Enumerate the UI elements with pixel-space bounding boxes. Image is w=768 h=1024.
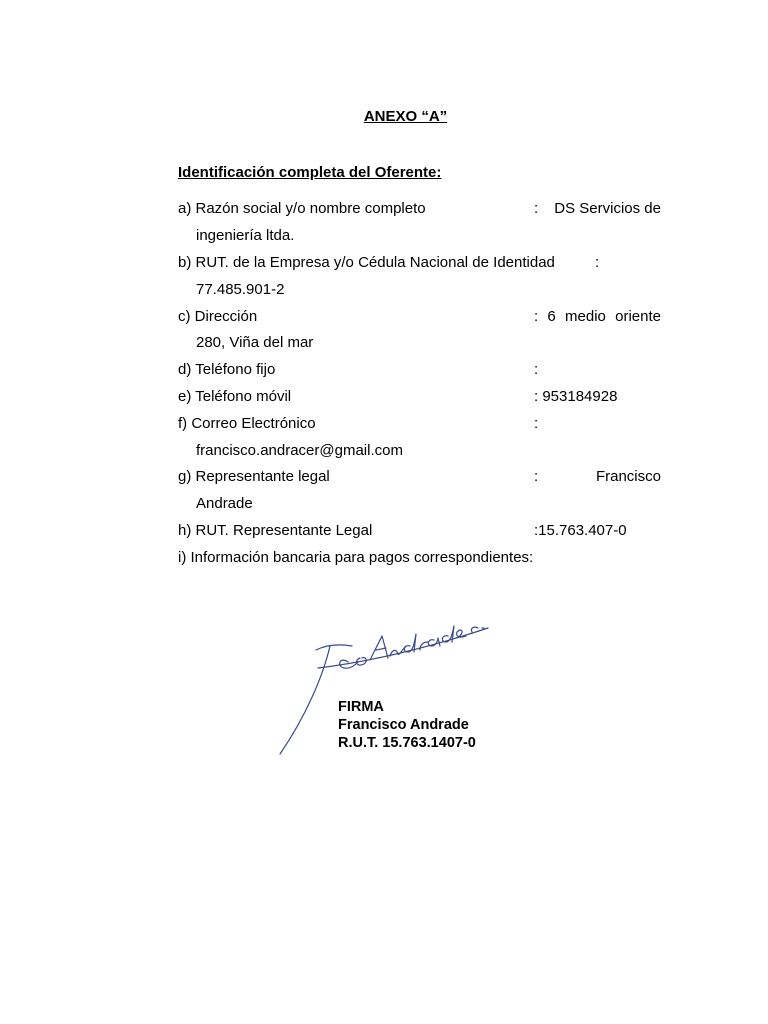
row-label: c) Dirección <box>178 308 258 325</box>
document-title: ANEXO “A” <box>363 108 448 125</box>
row-value-text: DS Servicios de <box>554 200 661 217</box>
row-label: b) RUT. de la Empresa y/o Cédula Nacional de Identidad <box>178 254 555 271</box>
row-value-word: 6 <box>547 308 556 325</box>
signatory-rut: R.U.T. 15.763.1407-0 <box>338 735 476 751</box>
row-value <box>534 200 661 218</box>
row-value: :15.763.407-0 <box>534 522 627 539</box>
row-label: d) Teléfono fijo <box>178 361 276 378</box>
row-value <box>534 308 661 326</box>
section-heading: Identificación completa del Oferente: <box>178 164 442 181</box>
row-colon: : <box>534 308 539 325</box>
row-label: a) Razón social y/o nombre completo <box>178 200 426 217</box>
signature-label: FIRMA <box>338 699 384 715</box>
row-label: i) Información bancaria para pagos correspondientes: <box>178 549 534 566</box>
row-representante-continuation: Andrade <box>196 495 253 512</box>
row-value-text: Francisco <box>595 468 661 485</box>
signature-block <box>338 698 476 752</box>
row-label: h) RUT. Representante Legal <box>178 522 373 539</box>
row-label: f) Correo Electrónico <box>178 415 316 432</box>
row-value: : <box>534 415 539 432</box>
signatory-name: Francisco Andrade <box>338 717 469 733</box>
row-colon: : <box>534 468 539 485</box>
row-rut-empresa-continuation: 77.485.901-2 <box>196 281 285 298</box>
row-razon-social-continuation: ingeniería ltda. <box>196 227 295 244</box>
row-colon: : <box>534 200 539 217</box>
row-value-word: oriente <box>615 308 661 325</box>
row-correo-continuation: francisco.andracer@gmail.com <box>196 442 403 459</box>
row-colon: : <box>595 254 600 271</box>
row-value-word: medio <box>565 308 606 325</box>
row-value: : 953184928 <box>534 388 618 405</box>
row-label: g) Representante legal <box>178 468 330 485</box>
row-label: e) Teléfono móvil <box>178 388 292 405</box>
row-direccion-continuation: 280, Viña del mar <box>196 334 314 351</box>
row-value: : <box>534 361 539 378</box>
row-value <box>534 468 661 486</box>
